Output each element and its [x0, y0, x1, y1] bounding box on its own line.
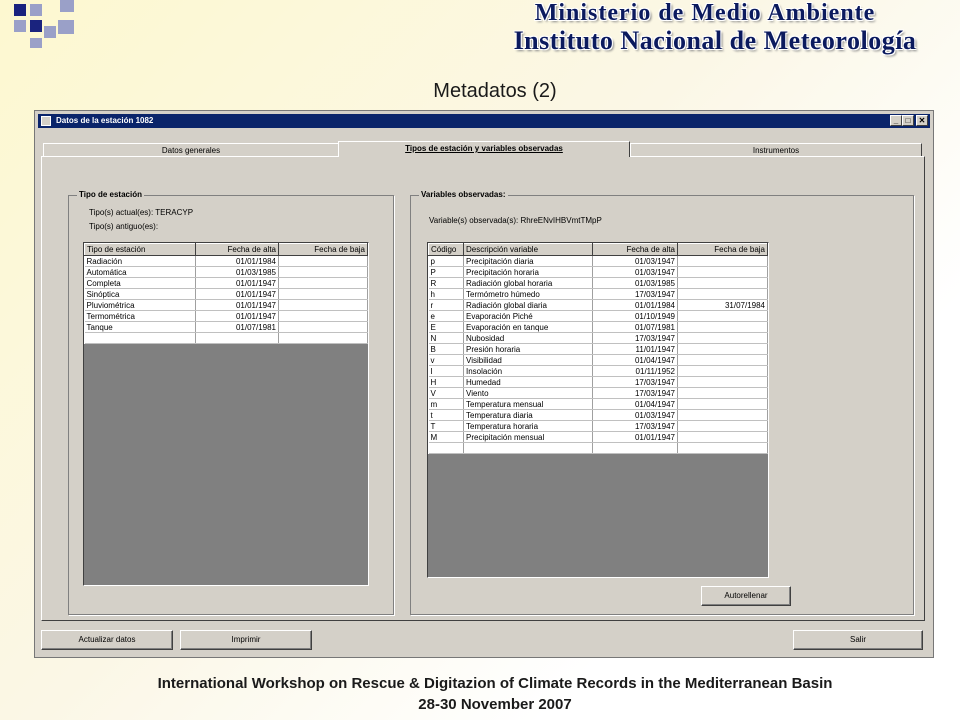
- table-cell: [678, 421, 768, 432]
- table-cell: Viento: [464, 388, 593, 399]
- logo-square: [30, 20, 42, 32]
- table-row[interactable]: [429, 366, 768, 377]
- table-cell: 01/01/1947: [196, 300, 279, 311]
- table-cell: [85, 333, 196, 344]
- table-cell: [678, 278, 768, 289]
- table-cell: 17/03/1947: [593, 421, 678, 432]
- table-cell: [678, 256, 768, 267]
- old-type-label: Tipo(s) antiguo(es):: [89, 222, 159, 231]
- window-app-icon: [41, 116, 51, 126]
- col-fecha-alta[interactable]: Fecha de alta: [196, 244, 279, 256]
- logo-square: [30, 4, 42, 16]
- table-cell: T: [429, 421, 464, 432]
- table-cell: [279, 267, 368, 278]
- table-cell: E: [429, 322, 464, 333]
- table-cell: Temperatura horaria: [464, 421, 593, 432]
- table-cell: 01/04/1947: [593, 399, 678, 410]
- table-cell: Termométrica: [85, 311, 196, 322]
- table-row[interactable]: [429, 399, 768, 410]
- footer-workshop: International Workshop on Rescue & Digitazion of Climate Records in the Mediterranean Basin: [157, 675, 833, 692]
- table-cell: [678, 289, 768, 300]
- table-cell: I: [429, 366, 464, 377]
- table-cell: 01/03/1985: [196, 267, 279, 278]
- table-cell: t: [429, 410, 464, 421]
- table-cell: [678, 311, 768, 322]
- variables-group-label: Variables observadas:: [421, 190, 506, 199]
- table-cell: [678, 267, 768, 278]
- table-cell: Sinóptica: [85, 289, 196, 300]
- table-row[interactable]: [429, 432, 768, 443]
- table-cell: 01/11/1952: [593, 366, 678, 377]
- table-cell: [279, 278, 368, 289]
- table-cell: e: [429, 311, 464, 322]
- tab-tipos-estacion[interactable]: Tipos de estación y variables observadas: [338, 141, 630, 157]
- table-cell: m: [429, 399, 464, 410]
- tab-instrumentos[interactable]: Instrumentos: [630, 143, 922, 156]
- table-row[interactable]: [429, 421, 768, 432]
- table-row[interactable]: [429, 333, 768, 344]
- col-descripcion[interactable]: Descripción variable: [464, 244, 593, 256]
- table-cell: [678, 333, 768, 344]
- table-row[interactable]: [429, 377, 768, 388]
- table-cell: [678, 410, 768, 421]
- table-cell: 01/10/1949: [593, 311, 678, 322]
- observed-variables-label: Variable(s) observada(s): RhreENvIHBVmtTMpP: [429, 216, 602, 225]
- autofill-button[interactable]: Autorellenar: [701, 586, 791, 606]
- table-cell: Radiación global horaria: [464, 278, 593, 289]
- logo-square: [30, 38, 42, 48]
- station-type-group: [68, 190, 394, 615]
- table-cell: 01/03/1947: [593, 256, 678, 267]
- table-cell: [678, 366, 768, 377]
- table-cell: N: [429, 333, 464, 344]
- station-window: [34, 110, 934, 658]
- table-cell: Precipitación diaria: [464, 256, 593, 267]
- minimize-button[interactable]: _: [890, 115, 902, 126]
- table-cell: [279, 322, 368, 333]
- table-cell: [678, 322, 768, 333]
- col-var-fecha-baja[interactable]: Fecha de baja: [678, 244, 768, 256]
- table-cell: R: [429, 278, 464, 289]
- table-cell: 01/03/1947: [593, 267, 678, 278]
- table-row[interactable]: [85, 267, 368, 278]
- variables-grid[interactable]: [427, 242, 769, 578]
- table-row[interactable]: [429, 355, 768, 366]
- empty-row[interactable]: [429, 443, 768, 454]
- table-cell: Completa: [85, 278, 196, 289]
- table-cell: r: [429, 300, 464, 311]
- table-cell: B: [429, 344, 464, 355]
- variables-group: [410, 190, 914, 615]
- table-row[interactable]: [429, 256, 768, 267]
- table-cell: 11/01/1947: [593, 344, 678, 355]
- table-cell: Tanque: [85, 322, 196, 333]
- table-cell: 01/07/1981: [196, 322, 279, 333]
- empty-row[interactable]: [85, 333, 368, 344]
- table-cell: 01/01/1947: [593, 432, 678, 443]
- exit-button[interactable]: Salir: [793, 630, 923, 650]
- header-ministry: Ministerio de Medio Ambiente: [534, 0, 876, 26]
- table-cell: M: [429, 432, 464, 443]
- logo-square: [14, 4, 26, 16]
- table-row[interactable]: [429, 267, 768, 278]
- table-row[interactable]: [429, 344, 768, 355]
- col-tipo-estacion[interactable]: Tipo de estación: [85, 244, 196, 256]
- table-cell: [678, 399, 768, 410]
- table-cell: 17/03/1947: [593, 377, 678, 388]
- variables-table: [428, 243, 768, 454]
- table-cell: Evaporación en tanque: [464, 322, 593, 333]
- table-row[interactable]: [429, 278, 768, 289]
- table-cell: 01/01/1947: [196, 311, 279, 322]
- table-cell: Temperatura mensual: [464, 399, 593, 410]
- table-cell: 17/03/1947: [593, 289, 678, 300]
- table-cell: Humedad: [464, 377, 593, 388]
- table-cell: 17/03/1947: [593, 333, 678, 344]
- table-cell: Radiación: [85, 256, 196, 267]
- table-cell: [279, 311, 368, 322]
- update-data-button[interactable]: Actualizar datos: [41, 630, 173, 650]
- table-row[interactable]: [429, 300, 768, 311]
- table-cell: 01/07/1981: [593, 322, 678, 333]
- tab-panel: [41, 156, 925, 621]
- table-row[interactable]: [85, 311, 368, 322]
- table-cell: [464, 443, 593, 454]
- table-row[interactable]: [429, 322, 768, 333]
- table-cell: Termómetro húmedo: [464, 289, 593, 300]
- logo-square: [60, 0, 74, 12]
- table-cell: [429, 443, 464, 454]
- table-row[interactable]: [429, 410, 768, 421]
- table-cell: [678, 443, 768, 454]
- table-cell: P: [429, 267, 464, 278]
- station-type-group-label: Tipo de estación: [79, 190, 142, 199]
- table-cell: V: [429, 388, 464, 399]
- table-row[interactable]: [429, 388, 768, 399]
- table-cell: 01/01/1947: [196, 278, 279, 289]
- table-cell: 01/04/1947: [593, 355, 678, 366]
- tab-datos-generales[interactable]: Datos generales: [43, 143, 339, 156]
- window-title: Datos de la estación 1082: [56, 116, 154, 125]
- table-row[interactable]: [85, 289, 368, 300]
- table-cell: 01/01/1947: [196, 289, 279, 300]
- table-cell: Pluviométrica: [85, 300, 196, 311]
- table-cell: Precipitación horaria: [464, 267, 593, 278]
- table-cell: 01/01/1984: [593, 300, 678, 311]
- table-cell: Temperatura diaria: [464, 410, 593, 421]
- col-codigo[interactable]: Código: [429, 244, 464, 256]
- window-titlebar[interactable]: [38, 114, 930, 128]
- logo-square: [44, 26, 56, 38]
- table-cell: [279, 256, 368, 267]
- logo-square: [14, 20, 26, 32]
- table-row[interactable]: [429, 289, 768, 300]
- table-row[interactable]: [85, 300, 368, 311]
- table-row[interactable]: [85, 256, 368, 267]
- logo-square: [58, 20, 74, 34]
- table-cell: 01/01/1984: [196, 256, 279, 267]
- slide-title: Metadatos (2): [433, 80, 557, 102]
- col-fecha-baja[interactable]: Fecha de baja: [279, 244, 368, 256]
- table-cell: 17/03/1947: [593, 388, 678, 399]
- table-row[interactable]: [85, 322, 368, 333]
- table-cell: 01/03/1985: [593, 278, 678, 289]
- table-cell: [678, 388, 768, 399]
- close-button[interactable]: ✕: [916, 115, 928, 126]
- table-cell: [678, 432, 768, 443]
- table-cell: Insolación: [464, 366, 593, 377]
- table-row[interactable]: [429, 311, 768, 322]
- table-row[interactable]: [85, 278, 368, 289]
- station-type-table: [84, 243, 368, 344]
- header-institute: Instituto Nacional de Meteorología: [513, 26, 917, 55]
- maximize-button[interactable]: □: [902, 115, 914, 126]
- table-cell: p: [429, 256, 464, 267]
- table-cell: 01/03/1947: [593, 410, 678, 421]
- table-cell: Radiación global diaria: [464, 300, 593, 311]
- table-cell: [593, 443, 678, 454]
- station-type-grid[interactable]: [83, 242, 369, 586]
- table-cell: v: [429, 355, 464, 366]
- table-cell: h: [429, 289, 464, 300]
- table-cell: Nubosidad: [464, 333, 593, 344]
- table-cell: Automática: [85, 267, 196, 278]
- table-cell: [678, 355, 768, 366]
- col-var-fecha-alta[interactable]: Fecha de alta: [593, 244, 678, 256]
- table-cell: [279, 333, 368, 344]
- table-cell: [279, 300, 368, 311]
- table-cell: Evaporación Piché: [464, 311, 593, 322]
- table-cell: [196, 333, 279, 344]
- table-cell: H: [429, 377, 464, 388]
- current-type-label: Tipo(s) actual(es): TERACYP: [89, 208, 194, 217]
- table-cell: [678, 377, 768, 388]
- table-cell: Presión horaria: [464, 344, 593, 355]
- table-cell: [678, 344, 768, 355]
- table-cell: Precipitación mensual: [464, 432, 593, 443]
- footer-dates: 28-30 November 2007: [418, 696, 572, 713]
- table-cell: Visibilidad: [464, 355, 593, 366]
- table-cell: 31/07/1984: [678, 300, 768, 311]
- table-cell: [279, 289, 368, 300]
- print-button[interactable]: Imprimir: [180, 630, 312, 650]
